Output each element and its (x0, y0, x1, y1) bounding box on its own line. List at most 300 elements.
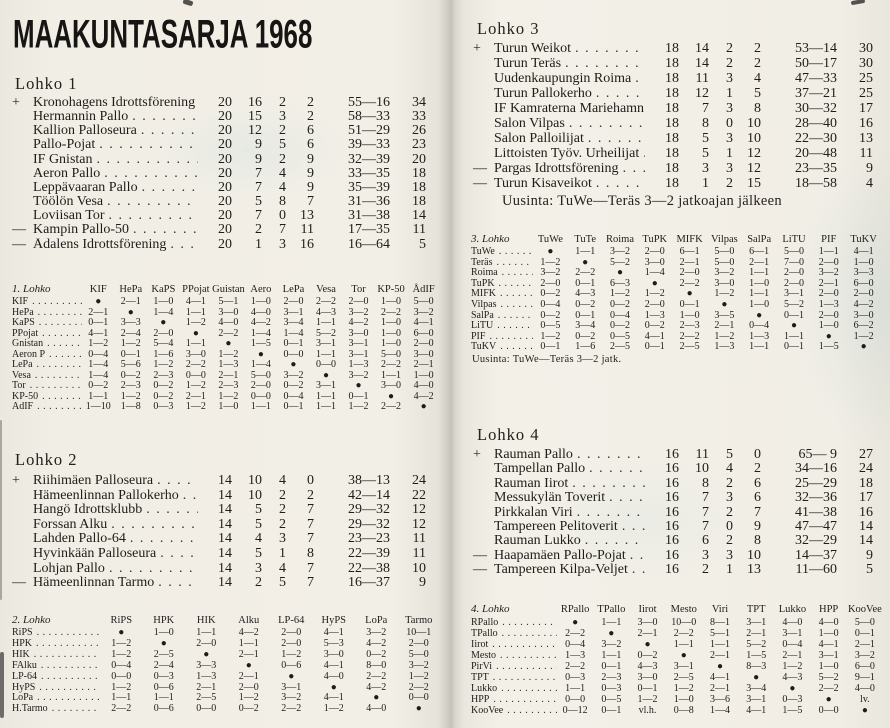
draws: 4 (726, 461, 733, 477)
cross-row-label-cell (471, 617, 557, 628)
dot-leader (492, 639, 557, 650)
goals-for-against: 58—33 (348, 109, 390, 125)
wins: 1 (702, 176, 709, 192)
cross-row (12, 661, 440, 672)
cross-column-header: LoPa (365, 615, 388, 626)
team-cell (33, 532, 198, 547)
team-cell (33, 547, 198, 562)
dot-leader (596, 86, 645, 101)
cross-row-label-cell (12, 683, 100, 694)
wins: 2 (702, 562, 709, 578)
cross-row-label-wrap (471, 639, 557, 650)
dot-leader (565, 56, 645, 71)
match-score: 1—2 (218, 390, 239, 402)
goals-for-against: 32—36 (795, 490, 837, 506)
cross-row-team: PPojat (12, 328, 39, 339)
goals-for-against: 29—32 (348, 502, 390, 518)
match-score: 0—0 (818, 705, 839, 716)
match-score: 1—2 (540, 256, 561, 268)
match-score: 2—1 (818, 277, 839, 289)
promotion-relegation-marker (473, 101, 494, 116)
draws: 3 (726, 101, 733, 117)
team-cell (33, 124, 198, 138)
match-score: 0—1 (120, 348, 141, 360)
promotion-relegation-marker (473, 131, 494, 146)
match-score: 1—4 (250, 359, 271, 371)
team-cell (494, 534, 645, 548)
match-score: 4—1 (323, 659, 344, 671)
match-score: 0—1 (575, 277, 596, 289)
match-score: 2—0 (818, 256, 839, 268)
cross-table-lohko-4 (471, 601, 883, 716)
self-match-dot: ● (753, 672, 760, 683)
dot-leader (501, 300, 533, 311)
dot-leader (111, 518, 198, 533)
match-score: 4—1 (644, 330, 665, 342)
match-score: 4—2 (238, 627, 259, 638)
cross-row-team: Vilpas (471, 299, 497, 310)
promotion-relegation-marker (12, 167, 33, 181)
goals-for-against: 32—29 (795, 533, 837, 549)
standings-row (12, 238, 426, 252)
losses: 2 (754, 461, 761, 477)
cross-row-team: PIF (471, 331, 486, 342)
losses: 7 (307, 516, 314, 532)
promotion-relegation-marker: — (473, 176, 487, 192)
team-name: Forssan Alku (33, 517, 108, 532)
losses: 2 (754, 56, 761, 72)
cross-row (471, 683, 883, 694)
losses: 6 (307, 137, 314, 153)
team-wrap (494, 491, 645, 505)
dot-leader (635, 71, 645, 86)
match-score: 0—0 (111, 670, 132, 682)
team-wrap (33, 223, 198, 237)
match-score: 0—2 (644, 320, 665, 332)
wins: 2 (255, 222, 262, 238)
match-score: 1—5 (818, 341, 839, 353)
standings-row (12, 110, 426, 124)
draws: 2 (279, 487, 286, 503)
team-name: Lohjan Pallo (33, 561, 105, 576)
match-score: 5—1 (218, 296, 239, 307)
promotion-relegation-marker (12, 562, 33, 577)
wins: 7 (702, 490, 709, 506)
wins: 7 (702, 101, 709, 117)
match-score: 0—5 (609, 330, 630, 342)
draws: 2 (726, 176, 733, 192)
cross-row-label-wrap (12, 628, 100, 639)
cross-row-label-wrap (12, 661, 100, 672)
losses: 0 (754, 447, 761, 462)
dot-leader (496, 661, 557, 672)
match-score: 1—2 (120, 338, 141, 350)
cross-row-team: HPP (471, 694, 490, 705)
cross-row-label-wrap (471, 672, 557, 683)
match-score: 1—1 (315, 348, 336, 360)
match-score: 2—1 (714, 320, 735, 332)
draws: 2 (726, 475, 733, 491)
match-score: 1—3 (818, 298, 839, 310)
losses: 8 (307, 545, 314, 561)
dot-leader (39, 318, 82, 329)
team-name: Kronohagens Idrottsförening (33, 96, 196, 110)
match-score: 1—1 (783, 330, 804, 342)
promotion-relegation-marker: + (12, 95, 20, 110)
losses: 8 (754, 533, 761, 549)
cross-row-label-cell (471, 639, 557, 650)
match-score: 1—0 (679, 309, 700, 321)
cross-row (471, 247, 881, 258)
match-score: lv. (860, 694, 870, 705)
cross-row-label-wrap (471, 683, 557, 694)
match-score: 4—2 (250, 317, 271, 329)
dot-leader (500, 289, 533, 300)
dot-leader (41, 672, 100, 683)
dot-leader (34, 650, 100, 661)
promotion-relegation-marker (473, 86, 494, 101)
promotion-relegation-marker (473, 491, 494, 505)
team-name: Loviisan Tor (33, 209, 105, 224)
team-name: Turun Teräs (494, 56, 562, 72)
dot-leader (596, 176, 645, 191)
match-score: 4—1 (88, 327, 109, 339)
draws: 2 (279, 95, 286, 110)
standings-row (473, 534, 873, 548)
team-wrap (494, 549, 645, 563)
draws: 5 (279, 137, 286, 153)
match-score: 1—2 (408, 670, 429, 682)
promotion-relegation-marker (12, 153, 33, 167)
cross-row-label-wrap (471, 279, 533, 290)
match-score: 3—1 (783, 288, 804, 300)
team-cell (494, 161, 645, 176)
team-name: Riihimäen Palloseura (33, 474, 154, 488)
points: 13 (859, 131, 873, 147)
match-score: vl.h. (638, 705, 657, 716)
match-score: 4—1 (818, 639, 839, 650)
match-score: 1—0 (153, 296, 174, 307)
self-match-dot: ● (789, 683, 796, 694)
team-cell (494, 462, 645, 476)
cross-column-header: TPT (746, 604, 766, 615)
match-score: 5—2 (609, 256, 630, 268)
cross-column-header: MIFK (676, 234, 703, 245)
points: 30 (859, 56, 873, 72)
points: 25 (859, 71, 873, 87)
wins: 8 (702, 475, 709, 491)
standings-table-lohko-1 (12, 96, 426, 252)
match-score: 1—2 (185, 317, 206, 329)
points: 18 (412, 165, 426, 181)
dot-leader (577, 506, 645, 520)
points: 20 (412, 151, 426, 167)
cross-header-row (471, 601, 883, 617)
cross-row-team: Iirot (471, 639, 489, 650)
match-score: 1—0 (673, 694, 694, 705)
match-score: 0—1 (601, 705, 622, 716)
team-cell (33, 238, 198, 252)
losses: 7 (307, 560, 314, 576)
games-played: 16 (665, 547, 679, 563)
match-score: 4—0 (250, 306, 271, 318)
team-name: Hyvinkään Palloseura (33, 546, 157, 561)
cross-row-team: Lukko (471, 683, 498, 694)
match-score: 1—2 (714, 288, 735, 300)
games-played: 14 (218, 502, 232, 518)
team-wrap (494, 161, 645, 176)
cross-header-row (12, 612, 440, 628)
team-name: Messukylän Toverit (494, 491, 606, 506)
match-score: 2—0 (348, 296, 369, 307)
self-match-dot: ● (160, 317, 167, 329)
match-score: 1—8 (120, 401, 141, 413)
self-match-dot: ● (245, 659, 252, 671)
match-score: 0—0 (283, 348, 304, 360)
match-score: 0—8 (673, 705, 694, 716)
standings-table-lohko-3 (473, 41, 873, 191)
match-score: 2—0 (679, 267, 700, 279)
cross-column-header: KooVee (847, 604, 882, 615)
cross-row-label-wrap (12, 329, 82, 340)
wins: 14 (695, 41, 709, 56)
points: 26 (412, 123, 426, 139)
cross-column-header: TuWe (537, 234, 563, 245)
cross-row-label-wrap (12, 360, 82, 371)
match-score: 4—3 (782, 672, 803, 683)
cross-row-label-cell (471, 332, 533, 343)
match-score: 3—2 (348, 306, 369, 318)
losses: 5 (754, 86, 761, 102)
games-played: 18 (665, 71, 679, 87)
cross-row (12, 672, 440, 683)
match-score: 1—4 (153, 306, 174, 318)
team-cell (33, 518, 198, 533)
standings-row (473, 56, 873, 71)
cross-row (471, 705, 883, 716)
self-match-dot: ● (644, 639, 651, 650)
match-score: 3—1 (283, 306, 304, 318)
match-score: 1—2 (714, 330, 735, 342)
match-score: 3—4 (575, 320, 596, 332)
points: 14 (859, 533, 873, 549)
standings-row (473, 491, 873, 505)
losses: 10 (747, 116, 761, 132)
promotion-relegation-marker: — (473, 562, 487, 578)
cross-row-team: KIF (12, 297, 29, 307)
team-name: Hermannin Pallo (33, 110, 129, 125)
standings-row (473, 41, 873, 56)
draws: 2 (726, 533, 733, 549)
draws: 3 (726, 71, 733, 87)
cross-row-label-wrap (12, 672, 100, 683)
standings-table-lohko-4 (473, 448, 873, 578)
match-score: 3—1 (782, 628, 803, 639)
match-score: 3—0 (714, 277, 735, 289)
self-match-dot: ● (616, 267, 624, 279)
wins: 12 (248, 123, 262, 139)
match-score: 0—2 (366, 648, 387, 660)
match-score: 0—6 (153, 681, 174, 693)
match-score: 4—2 (413, 390, 434, 402)
match-score: 0—0 (565, 694, 586, 705)
cross-row-label-cell (12, 650, 100, 661)
team-cell (494, 86, 645, 101)
team-cell (33, 110, 198, 124)
team-wrap (494, 56, 645, 71)
goals-for-against: 30—32 (795, 101, 837, 117)
team-name: Turun Weikot (494, 41, 572, 56)
team-name: Rauman Lukko (494, 534, 581, 549)
team-cell (33, 576, 198, 591)
games-played: 20 (218, 165, 232, 181)
team-wrap (33, 110, 198, 124)
standings-row (12, 532, 426, 547)
draws: 5 (279, 575, 286, 591)
match-score: 2—2 (565, 628, 586, 639)
cross-row-team: HyPS (12, 682, 36, 693)
cross-column-header: RiPS (110, 615, 133, 626)
match-score: 2—2 (381, 401, 402, 413)
cross-row-team: HePa (12, 307, 34, 318)
cross-row-label-cell (471, 279, 533, 290)
cross-column-header: PIF (821, 234, 837, 245)
dot-leader (38, 308, 82, 319)
match-score: 2—2 (679, 277, 700, 289)
losses: 2 (307, 95, 314, 110)
promotion-relegation-marker: — (12, 575, 26, 591)
cross-row-label-cell (471, 683, 557, 694)
cross-table-lohko-3 (471, 231, 881, 353)
match-score: 5—4 (153, 338, 174, 350)
standings-row (12, 474, 426, 489)
standings-row (12, 209, 426, 223)
match-score: 8—1 (709, 617, 730, 628)
standings-table-lohko-2 (12, 474, 426, 591)
standings-row (12, 518, 426, 533)
match-score: 1—0 (381, 327, 402, 339)
self-match-dot: ● (721, 298, 728, 310)
dot-leader (157, 474, 198, 489)
match-score: 4—3 (315, 306, 336, 318)
cross-column-header: KP-50 (377, 284, 405, 295)
standings-row (12, 124, 426, 138)
match-score: 0—1 (783, 309, 804, 321)
cross-row-team: SalPa (471, 310, 494, 321)
match-score: 4—1 (746, 705, 767, 716)
wins: 5 (702, 131, 709, 147)
team-wrap (33, 195, 198, 209)
goals-for-against: 23—35 (795, 161, 837, 177)
match-score: 7—0 (783, 256, 804, 268)
team-name: Kampin Pallo-50 (33, 223, 130, 238)
dot-leader (32, 297, 82, 308)
cross-row-label-cell (471, 311, 533, 322)
match-score: 1—4 (250, 327, 271, 339)
match-score: 4—0 (854, 683, 875, 694)
draws: 2 (279, 151, 286, 167)
dot-leader (146, 503, 198, 518)
team-cell (33, 167, 198, 181)
match-score: 1—1 (111, 692, 132, 704)
cross-row (471, 694, 883, 705)
replay-note-lohko-3: Uusinta: TuWe—Teräs 3—2 jatkoajan jälkeen (502, 193, 782, 209)
losses: 2 (307, 109, 314, 125)
match-score: 0—12 (562, 705, 588, 716)
wins: 5 (255, 516, 262, 532)
promotion-relegation-marker (12, 518, 33, 533)
games-played: 16 (665, 461, 679, 477)
match-score: 1—2 (540, 330, 561, 342)
dot-leader (500, 342, 533, 353)
match-score: 1—1 (238, 637, 259, 649)
points: 33 (412, 109, 426, 125)
games-played: 18 (665, 131, 679, 147)
match-score: 1—0 (381, 296, 402, 307)
dot-leader (585, 534, 645, 548)
wins: 7 (255, 208, 262, 224)
team-cell (494, 491, 645, 505)
standings-row (473, 86, 873, 101)
points: 17 (859, 490, 873, 506)
cross-column-header: HIK (196, 615, 216, 626)
match-score: 2—1 (679, 256, 700, 268)
games-played: 14 (218, 473, 232, 488)
match-score: 1—4 (709, 705, 730, 716)
cross-row-team: TuKV (471, 342, 497, 353)
self-match-dot: ● (790, 320, 797, 332)
match-score: 2—1 (749, 256, 770, 268)
points: 22 (412, 487, 426, 503)
match-score: 1—2 (153, 359, 174, 371)
cross-column-header: Mesto (670, 604, 697, 615)
points: 18 (412, 179, 426, 195)
match-score: 0—2 (575, 330, 596, 342)
match-score: 0—4 (283, 390, 304, 402)
cross-row-label-wrap (471, 258, 533, 269)
goals-for-against: 23—23 (348, 531, 390, 547)
match-score: 0—3 (601, 683, 622, 694)
cross-column-header: TPallo (597, 604, 626, 615)
cross-row-label-wrap (12, 704, 100, 715)
group-heading-lohko-2: Lohko 2 (15, 450, 78, 469)
match-score: 1—2 (853, 330, 874, 342)
match-score: 2—0 (153, 327, 174, 339)
team-cell (33, 503, 198, 518)
draws: 0 (279, 208, 286, 224)
standings-row (12, 503, 426, 518)
cross-row-label-cell (471, 650, 557, 661)
cross-column-header: KaPS (151, 284, 176, 295)
match-score: 0—2 (238, 703, 259, 715)
standings-row (473, 563, 873, 577)
match-score: 0—3 (153, 670, 174, 682)
standings-row (473, 477, 873, 491)
draws: 4 (279, 473, 286, 488)
match-score: 4—0 (818, 617, 839, 628)
match-score: 3—2 (281, 692, 302, 704)
wins: 7 (255, 179, 262, 195)
team-cell (33, 138, 198, 152)
cross-row-label-cell (12, 672, 100, 683)
cross-column-header: PPojat (182, 284, 210, 295)
cross-row-team: RiPS (12, 628, 33, 638)
wins: 5 (255, 545, 262, 561)
self-match-dot: ● (355, 380, 362, 392)
losses: 13 (747, 562, 761, 578)
cross-row-label-wrap (12, 339, 82, 350)
match-score: 3—3 (196, 659, 217, 671)
